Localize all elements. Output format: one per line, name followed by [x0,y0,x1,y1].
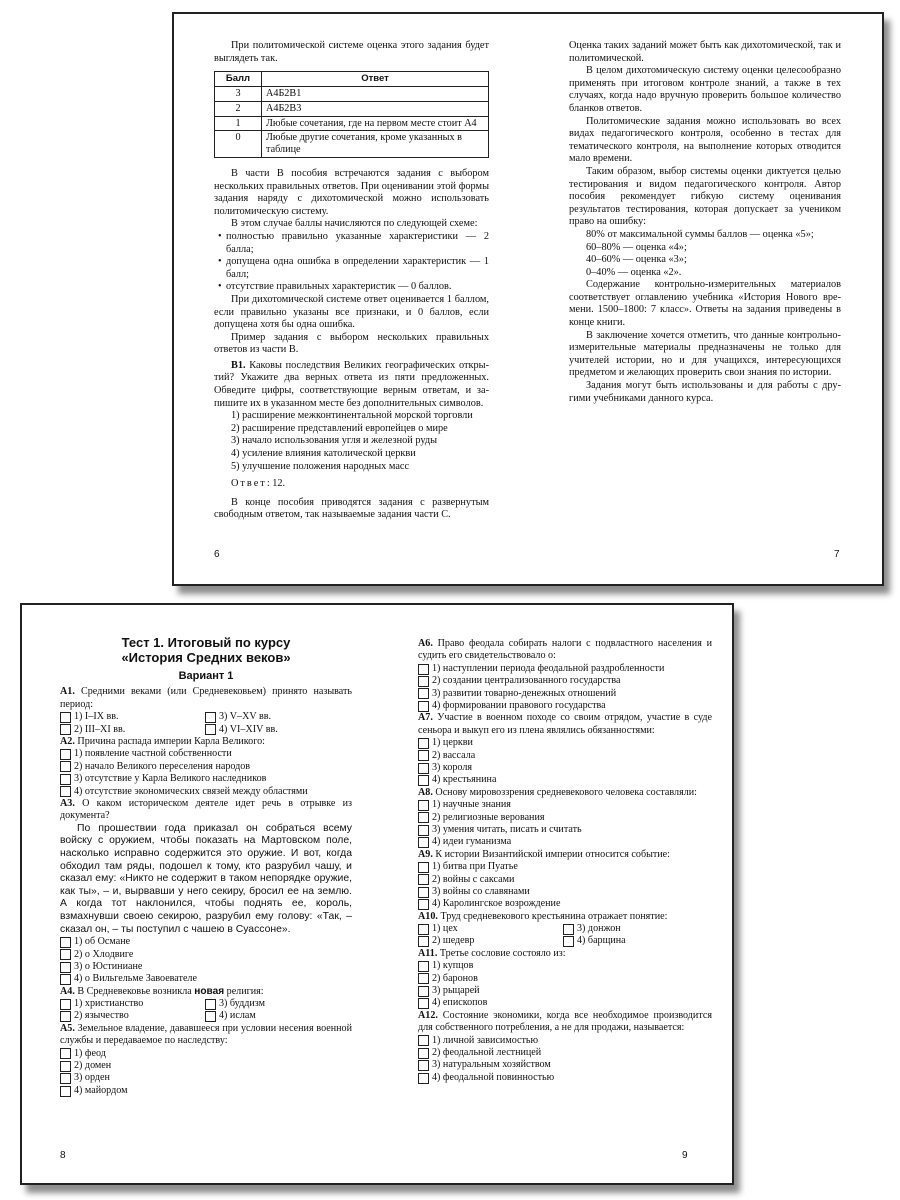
option-label: 1) феод [74,1047,106,1059]
checkbox[interactable] [60,1073,71,1084]
option-label: 2) феодальной лестницей [432,1047,542,1059]
table-cell: Любые другие сочетания, кроме указанных в таблице [262,131,489,158]
table-cell: 0 [215,131,262,158]
answer-option[interactable] [418,812,712,824]
question-a6 [418,638,712,663]
checkbox[interactable] [60,1061,71,1072]
grade-item: 40–60% — оценка «3»; [586,254,687,266]
question-label: А12. [418,1009,438,1021]
option-label: 4) крестьянина [432,774,497,786]
paragraph: В конце пособия приводятся задания с развернутым свободным ответом, так называемые задания части С. [214,496,489,521]
answer-option[interactable] [418,923,563,935]
question-a5 [60,1023,352,1048]
option-label: 1) битва при Пуатье [432,861,518,873]
answer-option[interactable] [60,961,352,973]
checkbox[interactable] [205,724,216,735]
option-label: 3) короля [432,761,473,773]
option-label: 3) V–XV вв. [219,711,272,723]
a10-options [418,923,712,948]
bullet-item: • полностью правильно указанные характеристики — 2 балла; [214,231,489,256]
question-label: А5. [60,1022,75,1034]
b1-options [214,410,489,473]
answer-option[interactable] [418,750,712,762]
table-cell: Любые сочетания, где на первом месте стоит А4 [262,116,489,131]
option-label: 4) отсутствие экономических связей между областями [74,785,308,797]
option-label: 4) феодальной повинностью [432,1071,555,1083]
table-cell: 1 [215,116,262,131]
answer-option[interactable] [418,886,712,898]
grade-item: 80% от максимальной суммы баллов — оценка «5»; [586,228,814,240]
checkbox[interactable] [60,724,71,735]
question-a9 [418,849,712,861]
checkbox[interactable] [563,924,574,935]
answer-option[interactable] [418,799,712,811]
table-row [215,101,489,116]
option-label: 1) об Османе [74,936,131,948]
option-label: 3) умения читать, писать и считать [432,823,582,835]
checkbox[interactable] [418,812,429,823]
question-a4 [60,986,352,998]
option-label: 3) о Юстиниане [74,960,143,972]
top-page-spread [172,12,884,586]
answer-option[interactable] [60,724,205,736]
answer-option[interactable] [418,997,712,1009]
answer-option[interactable] [205,1010,350,1022]
checkbox[interactable] [418,1060,429,1071]
table-header-answer: Ответ [262,72,489,87]
question-text: Основу мировоззрения средневекового человека составляли: [432,786,697,798]
grade-item: 0–40% — оценка «2». [586,266,682,278]
checkbox[interactable] [60,749,71,760]
option-label: 2) войны с саксами [432,873,515,885]
question-text: Причина распада империи Карла Великого: [74,736,265,747]
checkbox[interactable] [60,937,71,948]
test-title-line2: «История Средних веков» [121,650,291,665]
bullet-item: • допущена одна ошибка в определении характеристик — 1 балл; [214,256,489,281]
question-a3 [60,798,352,823]
table-cell: А4Б2В3 [262,101,489,116]
option-label: 1) I–IX вв. [74,711,119,723]
checkbox[interactable] [563,936,574,947]
page-7-column [569,40,841,405]
option-label: 3) орден [74,1072,110,1084]
paragraph: В этом случае баллы начисляются по следующей схеме: [231,218,478,230]
question-a11 [418,948,712,960]
question-label: А9. [418,848,433,860]
checkbox[interactable] [418,837,429,848]
paragraph: В целом дихотомическую систему оценки целесообразно применять при итоговом контроле знаний, а также в тех случаях, когда надо вручную проверить большое количество бланков ответов. [569,65,841,114]
table-cell: 2 [215,101,262,116]
checkbox[interactable] [60,1011,71,1022]
answer-option[interactable] [418,737,712,749]
checkbox[interactable] [60,1048,71,1059]
option-label: 3) войны со славянами [432,885,530,897]
checkbox[interactable] [418,664,429,675]
answer-option[interactable] [418,960,712,972]
answer-option[interactable] [418,874,712,886]
checkbox[interactable] [418,775,429,786]
option-label: 4) майордом [74,1084,128,1096]
paragraph: Пример задания с выбором нескольких правильных ответов из части В. [214,331,489,356]
option-label: 1) личной зависимостью [432,1034,539,1046]
table-row [215,131,489,158]
question-a1 [60,686,352,711]
question-a2 [60,736,352,748]
question-b1 [214,360,489,410]
answer-option[interactable] [60,936,352,948]
checkbox[interactable] [418,676,429,687]
checkbox[interactable] [418,961,429,972]
option-label: 3) рыцарей [432,985,480,997]
page-8-column [60,635,352,1097]
question-a12 [418,1010,712,1035]
table-header-row [215,72,489,87]
checkbox[interactable] [60,786,71,797]
question-text: Третье сословие состояло из: [437,947,566,959]
paragraph: Оценка таких заданий может быть как дихотомической, так и политомической. [569,40,841,64]
question-label: В1. [231,359,246,371]
grade-item: 60–80% — оценка «4»; [586,241,687,253]
option-label: 3) отсутствие у Карла Великого наследников [74,773,267,785]
answer-option[interactable] [418,688,712,700]
question-label: А8. [418,786,433,798]
option-label: 4) идеи гуманизма [432,836,512,848]
question-text: Труд средневекового крестьянина отражает понятие: [437,910,668,922]
option-label: 2) шедевр [432,935,475,947]
paragraph: Содержание контрольно-измерительных материалов соответствует оглавлению учебника «История Нового времени. 1500–1800: 7 класс». Ответы на задания приведены в конце книги. [569,279,841,329]
answer-option[interactable] [60,1048,352,1060]
answer-option[interactable] [60,1085,352,1097]
answer-label: Ответ [231,478,267,490]
checkbox[interactable] [418,936,429,947]
option-label: 2) создании централизованного государства [432,675,621,687]
checkbox[interactable] [60,774,71,785]
option-label: 2) язычество [74,1010,129,1022]
answer-option[interactable] [418,700,712,712]
option-label: 1) купцов [432,960,474,972]
table-row [215,116,489,131]
table-row [215,86,489,101]
checkbox[interactable] [418,1048,429,1059]
option-label: 2) о Хлодвиге [74,948,134,960]
question-text: О каком историческом деятеле идет речь в отрывке из документа? [60,797,352,822]
option-label: 1) научные знания [432,799,511,811]
checkbox[interactable] [418,1035,429,1046]
option-label: 1) христианство [74,998,144,1010]
answer-option[interactable] [60,711,205,723]
answer-option[interactable] [418,861,712,873]
option-label: 3) донжон [577,923,621,935]
paragraph: При дихотомической системе ответ оценивается 1 баллом, если правильно указаны все признаки, и 0 баллов, если допущена хотя бы одна ошибка. [214,293,489,331]
answer-option[interactable] [418,774,712,786]
answer-option[interactable] [60,1072,352,1084]
question-text: В Средневековье возникла [74,985,195,997]
checkbox[interactable] [205,999,216,1010]
answer-option[interactable] [418,663,712,675]
option-label: 2) III–XI вв. [74,723,126,735]
option-label: 2) баронов [432,972,478,984]
answer-option[interactable] [418,824,712,836]
paragraph: Задания могут быть использованы и для работы с другими учебниками данного курса. [569,380,841,404]
checkbox[interactable] [418,998,429,1009]
option-label: 1) появление частной собственности [74,748,232,760]
scoring-bullets [214,231,489,294]
grade-scale [569,229,841,279]
question-label: А4. [60,985,75,997]
option-item: 4) усиление влияния католической церкви [231,448,416,460]
option-item: 2) расширение представлений европейцев о мире [231,422,448,434]
checkbox[interactable] [418,688,429,699]
checkbox[interactable] [418,862,429,873]
option-label: 4) VI–XIV вв. [219,723,278,735]
question-text: Средними веками (или Средневековьем) принято называть период: [60,686,352,710]
question-a7 [418,712,712,737]
option-label: 2) религиозные верования [432,811,545,823]
option-item: 1) расширение межконтинентальной морской торговли [231,410,473,422]
option-item: 3) начало использования угля и железной руды [231,435,437,447]
answer-option[interactable] [60,786,352,798]
answer-option[interactable] [60,1010,205,1022]
question-a8 [418,787,712,799]
option-label: 2) вассала [432,749,476,761]
table-cell: 3 [215,86,262,101]
checkbox[interactable] [418,701,429,712]
option-label: 4) ислам [219,1010,256,1022]
option-label: 1) наступлении периода феодальной раздробленности [432,662,665,674]
option-label: 4) Каролингское возрождение [432,898,561,910]
answer-option[interactable] [60,998,205,1010]
answer-option[interactable] [418,836,712,848]
answer-option[interactable] [60,973,352,985]
option-label: 4) формировании правового государства [432,699,606,711]
page-number-6: 6 [214,549,220,560]
option-label: 3) натуральным хозяйством [432,1059,551,1071]
option-label: 1) цех [432,923,458,935]
question-text: Каковы последствия Великих географических открытий? Укажите два верных ответа из пяти предложенных. Обведите цифры, соответствующие верным ответам, и запишите их в указанном месте без дополнительных символов. [214,359,489,409]
answer-line [214,478,489,491]
checkbox[interactable] [60,712,71,723]
checkbox[interactable] [418,924,429,935]
option-label: 2) домен [74,1060,112,1072]
table-header-score: Балл [215,72,262,87]
checkbox[interactable] [418,986,429,997]
test-title-line1: Тест 1. Итоговый по курсу [121,635,291,650]
question-label: А2. [60,736,75,747]
question-label: А10. [418,910,438,922]
checkbox[interactable] [60,949,71,960]
scoring-table [214,71,489,158]
option-label: 4) барщина [577,935,626,947]
answer-option[interactable] [60,773,352,785]
checkbox[interactable] [418,973,429,984]
question-text: К истории Византийской империи относится событие: [432,848,670,860]
answer-option[interactable] [418,1035,712,1047]
question-text: Состояние экономики, когда все необходимое производится для собственного потребления, а не для продажи, называется: [418,1009,712,1034]
table-cell: А4Б2В1 [262,86,489,101]
option-label: 4) о Вильгельме Завоевателе [74,973,197,985]
option-item: 5) улучшение положения народных масс [231,460,410,472]
checkbox[interactable] [418,763,429,774]
option-label: 3) развитии товарно-денежных отношений [432,687,617,699]
answer-value: : 12. [266,478,286,490]
answer-option[interactable] [60,761,352,773]
checkbox[interactable] [418,825,429,836]
answer-option[interactable] [418,985,712,997]
answer-option[interactable] [418,1072,712,1084]
checkbox[interactable] [418,738,429,749]
answer-option[interactable] [60,1060,352,1072]
checkbox[interactable] [60,1086,71,1097]
page-number-9: 9 [682,1150,688,1161]
page-number-8: 8 [60,1150,66,1161]
page-6-column [214,40,489,522]
answer-option[interactable] [418,762,712,774]
answer-option[interactable] [418,675,712,687]
question-a10 [418,911,712,923]
checkbox[interactable] [205,712,216,723]
bottom-page-spread [20,603,734,1185]
question-text: религия: [224,985,264,997]
answer-option[interactable] [205,724,350,736]
checkbox[interactable] [205,1011,216,1022]
document-quote: По прошествии года приказал он собраться всему войску с оружием, чтобы показать на Мартовском поле, насколько исправно содержится это оружие. И вот, когда обходил там ряды, подошел к тому, кто разрубил чашу, и сказал ему: «Никто не содержит в таком непорядке оружие, как ты», – и, вырвавши у него секиру, бросил ее на землю. А когда тот наклонился, чтобы поднять ее, король, взмахнувши своею секирою, разрубил ему голову: «Так, – сказал он, – ты поступил с чашею в Суассоне». [60,822,352,935]
checkbox[interactable] [60,974,71,985]
question-text: Участие в военном походе со своим отрядом, участие в суде сеньора и выкуп его из плена являлись обязанностями: [418,712,712,736]
page-9-column [418,638,712,1084]
checkbox[interactable] [418,1073,429,1084]
answer-option[interactable] [563,935,708,947]
option-label: 3) буддизм [219,998,265,1010]
a1-options [60,711,352,736]
paragraph: В заключение хочется отметить, что данные контрольно-измерительные материалы предназначены не только для учителей истории, но и для учащихся, интересующихся предметом и желающих проверить свои знания по истории. [569,329,841,379]
option-label: 2) начало Великого переселения народов [74,760,251,772]
answer-option[interactable] [418,1059,712,1071]
question-emphasis: новая [194,985,225,997]
variant-heading: Вариант 1 [178,670,234,682]
question-text: Земельное владение, дававшееся при условии несения военной службы и передаваемое по наследству: [60,1022,352,1047]
answer-option[interactable] [205,711,350,723]
paragraph: Политомические задания можно использовать во всех видах педагогического контроля, особенно в тестах для тематического контроля, на выполнение которых отводится мало времени. [569,115,841,165]
paragraph: Таким образом, выбор системы оценки диктуется целью тестирования и видом педагогического контроля. Автор пособия рекомендует гибкую систему оценивания результатов тестирования, которая допускает за учеником право на ошибку: [569,165,841,228]
page-number-7: 7 [834,549,840,560]
question-label: А7. [418,712,433,724]
answer-option[interactable] [563,923,708,935]
answer-option[interactable] [60,748,352,760]
checkbox[interactable] [418,899,429,910]
option-label: 1) церкви [432,737,473,749]
checkbox[interactable] [418,750,429,761]
question-label: А1. [60,686,75,698]
question-label: А3. [60,797,75,809]
answer-option[interactable] [418,898,712,910]
answer-option[interactable] [418,973,712,985]
checkbox[interactable] [418,874,429,885]
a4-options [60,998,352,1023]
answer-option[interactable] [418,935,563,947]
bullet-item: • отсутствие правильных характеристик — 0 баллов. [214,281,489,294]
answer-option[interactable] [418,1047,712,1059]
checkbox[interactable] [60,962,71,973]
question-label: А11. [418,947,438,959]
question-text: Право феодала собирать налоги с подвластного населения и судить его свидетельствовало о: [418,638,712,662]
paragraph: В части В пособия встречаются задания с выбором нескольких правильных ответов. При оценивании этой формы задания наряду с дихотомической можно использовать политомическую систему. [214,167,489,217]
checkbox[interactable] [418,800,429,811]
checkbox[interactable] [418,887,429,898]
answer-option[interactable] [205,998,350,1010]
intro-paragraph: При политомической системе оценка этого задания будет выглядеть так. [214,40,489,64]
option-label: 4) епископов [432,997,488,1009]
checkbox[interactable] [60,761,71,772]
answer-option[interactable] [60,949,352,961]
question-label: А6. [418,638,433,649]
checkbox[interactable] [60,999,71,1010]
